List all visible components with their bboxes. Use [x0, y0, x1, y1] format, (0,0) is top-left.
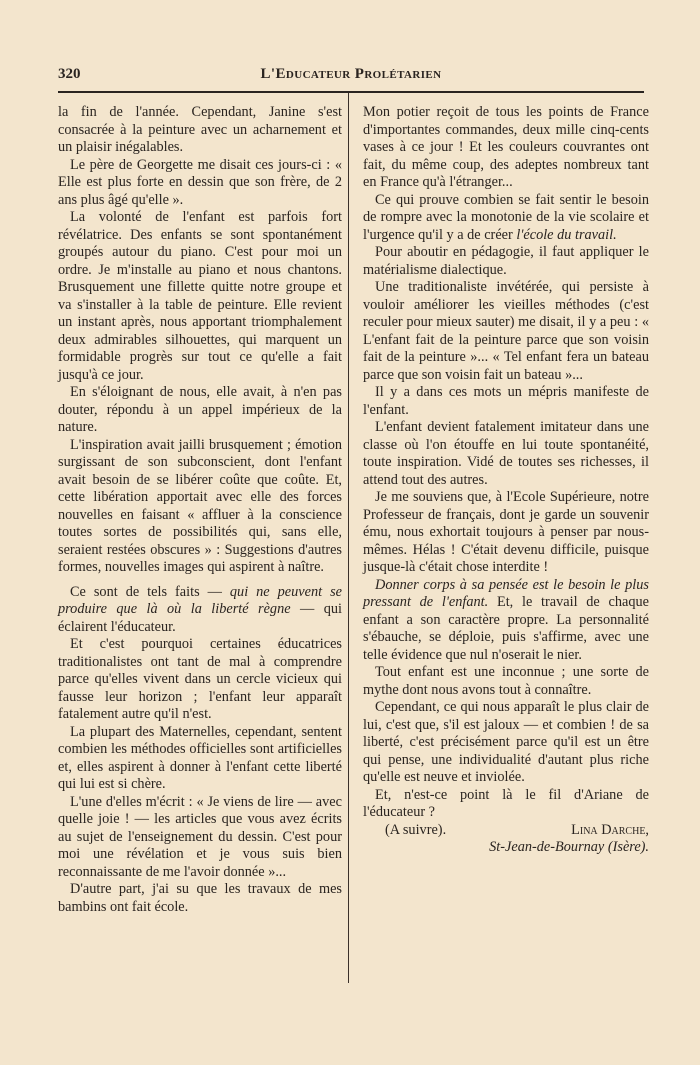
paragraph: Pour aboutir en pédagogie, il faut appliquer le matérialisme dialectique. [363, 244, 649, 278]
text-run: — qui éclairent l'éducateur. [58, 601, 342, 635]
signature-row [363, 822, 649, 840]
paragraph: Il y a dans ces mots un mépris manifeste de l'enfant. [363, 384, 649, 418]
paragraph: Tout enfant est une inconnue ; une sorte de mythe dont nous avons tout à connaître. [363, 664, 649, 698]
paragraph: L'une d'elles m'écrit : « Je viens de lire — avec quelle joie ! — les articles que vous avez écrits au sujet de l'enseignement du dessin. C'est pour moi une révélation et je vous suis bien reconnaissante de me l'avoir donnée »... [58, 793, 342, 880]
to-be-continued: (A suivre). [385, 821, 447, 838]
text-run: Ce qui prouve combien se fait sentir le besoin de rompre avec la monotonie de la vie scolaire et l'urgence qu'il y a de créer [363, 191, 649, 243]
italic-text: qui ne peuvent se produire que là où la liberté règne [58, 583, 342, 617]
paragraph: Le père de Georgette me disait ces jours-ci : « Elle est plus forte en dessin que son frère, de 2 ans plus âgé qu'elle ». [58, 156, 342, 208]
right-column [363, 104, 649, 857]
journal-title: L'Educateur Prolétarien [260, 66, 442, 82]
text-run: Ce sont de tels faits — [70, 583, 230, 600]
paragraph: Et, n'est-ce point là le fil d'Ariane de l'éducateur ? [363, 786, 649, 820]
text-run: Et, le travail de chaque enfant a son caractère propre. La personnalité s'ébauche, se déploie, puis s'affirme, avec une telle évidence que nul n'oserait le nier. [363, 594, 649, 663]
paragraph: Je me souviens que, à l'Ecole Supérieure, notre Professeur de français, dont je garde un souvenir ému, nous exhortait toujours à penser par nous-mêmes. Hélas ! C'était devenu difficile, puisque jusque-là c'était chose interdite ! [363, 489, 649, 575]
left-column [58, 104, 342, 916]
paragraph: En s'éloignant de nous, elle avait, à n'en pas douter, répondu à un appel impérieux de la nature. [58, 384, 342, 435]
page-number: 320 [58, 66, 81, 82]
paragraph: D'autre part, j'ai su que les travaux de mes bambins ont fait école. [58, 881, 342, 915]
author-location: St-Jean-de-Bournay (Isère). [489, 839, 649, 855]
paragraph: La volonté de l'enfant est parfois fort révélatrice. Des enfants se sont spontanément groupés autour du piano. C'est pour moi un ordre. Je m'installe au piano et nous chantons. Brusquement une fillette quitte notre groupe et va s'installer à la table de peinture. Elle revient un instant après, nous apportant triomphalement deux admirables silhouettes, qui marquent un formidable progrès sur tout ce qu'elle a fait jusqu'à ce jour. [58, 209, 342, 383]
paragraph: La plupart des Maternelles, cependant, sentent combien les méthodes officielles sont artificielles et, elles aspirent à donner à l'enfant cette liberté qui lui est si chère. [58, 723, 342, 792]
page-header [58, 66, 644, 88]
paragraph: la fin de l'année. Cependant, Janine s'est consacrée à la peinture avec un acharnement et un plaisir inégalables. [58, 104, 342, 155]
paragraph [363, 192, 649, 245]
italic-text: l'école du travail. [516, 226, 617, 243]
italic-text: Donner corps à sa pensée est le besoin le plus pressant de l'enfant. [363, 576, 649, 610]
paragraph: Et c'est pourquoi certaines éducatrices traditionalistes ont tant de mal à comprendre parce qu'elles vivent dans un cercle vicieux qui fausse leur horizon ; l'enfant leur apparaît fatalement autre qu'il n'est. [58, 636, 342, 722]
author-name: Lina Darche, [571, 821, 649, 838]
paragraph: Cependant, ce qui nous apparaît le plus clair de lui, c'est que, s'il est jaloux — et combien ! de sa liberté, c'est précisément parce qu'il est un être qui pense, une individualité d'autant plus riche qu'elle est neuve et inviolée. [363, 699, 649, 785]
paragraph: Mon potier reçoit de tous les points de France d'importantes commandes, deux mille cinq-cents vases à ce jour ! Et les couleurs couvrantes ont fait, du même coup, des adeptes nombreux tant en France qu'à l'étranger... [363, 104, 649, 190]
header-rule [58, 91, 644, 93]
paragraph [363, 577, 649, 665]
column-divider [348, 93, 349, 983]
paragraph: L'inspiration avait jailli brusquement ; émotion surgissant de son subconscient, dont l'enfant avait besoin de se libérer coûte que coûte. Et, cette libération apportait avec elle des forces nouvelles en faisant « affluer à la conscience toutes sortes de possibilités qui, sans elle, seraient restées obscures » : Suggestions d'autres formes, nouvelles images qui aspirent à naître. [58, 436, 342, 575]
paragraph: L'enfant devient fatalement imitateur dans une classe où l'on étouffe en lui toute spontanéité, toute inspiration. Vidé de toutes ses richesses, il attend tout des autres. [363, 419, 649, 488]
paragraph: Une traditionaliste invétérée, qui persiste à vouloir améliorer les vieilles méthodes (c'est reculer pour mieux sauter) me disait, il y a peu : « L'enfant fait de la peinture parce que son voisin fait de la peinture »... « Tel enfant fera un bateau parce que son voisin fait un bateau »... [363, 279, 649, 383]
paragraph [58, 584, 342, 637]
